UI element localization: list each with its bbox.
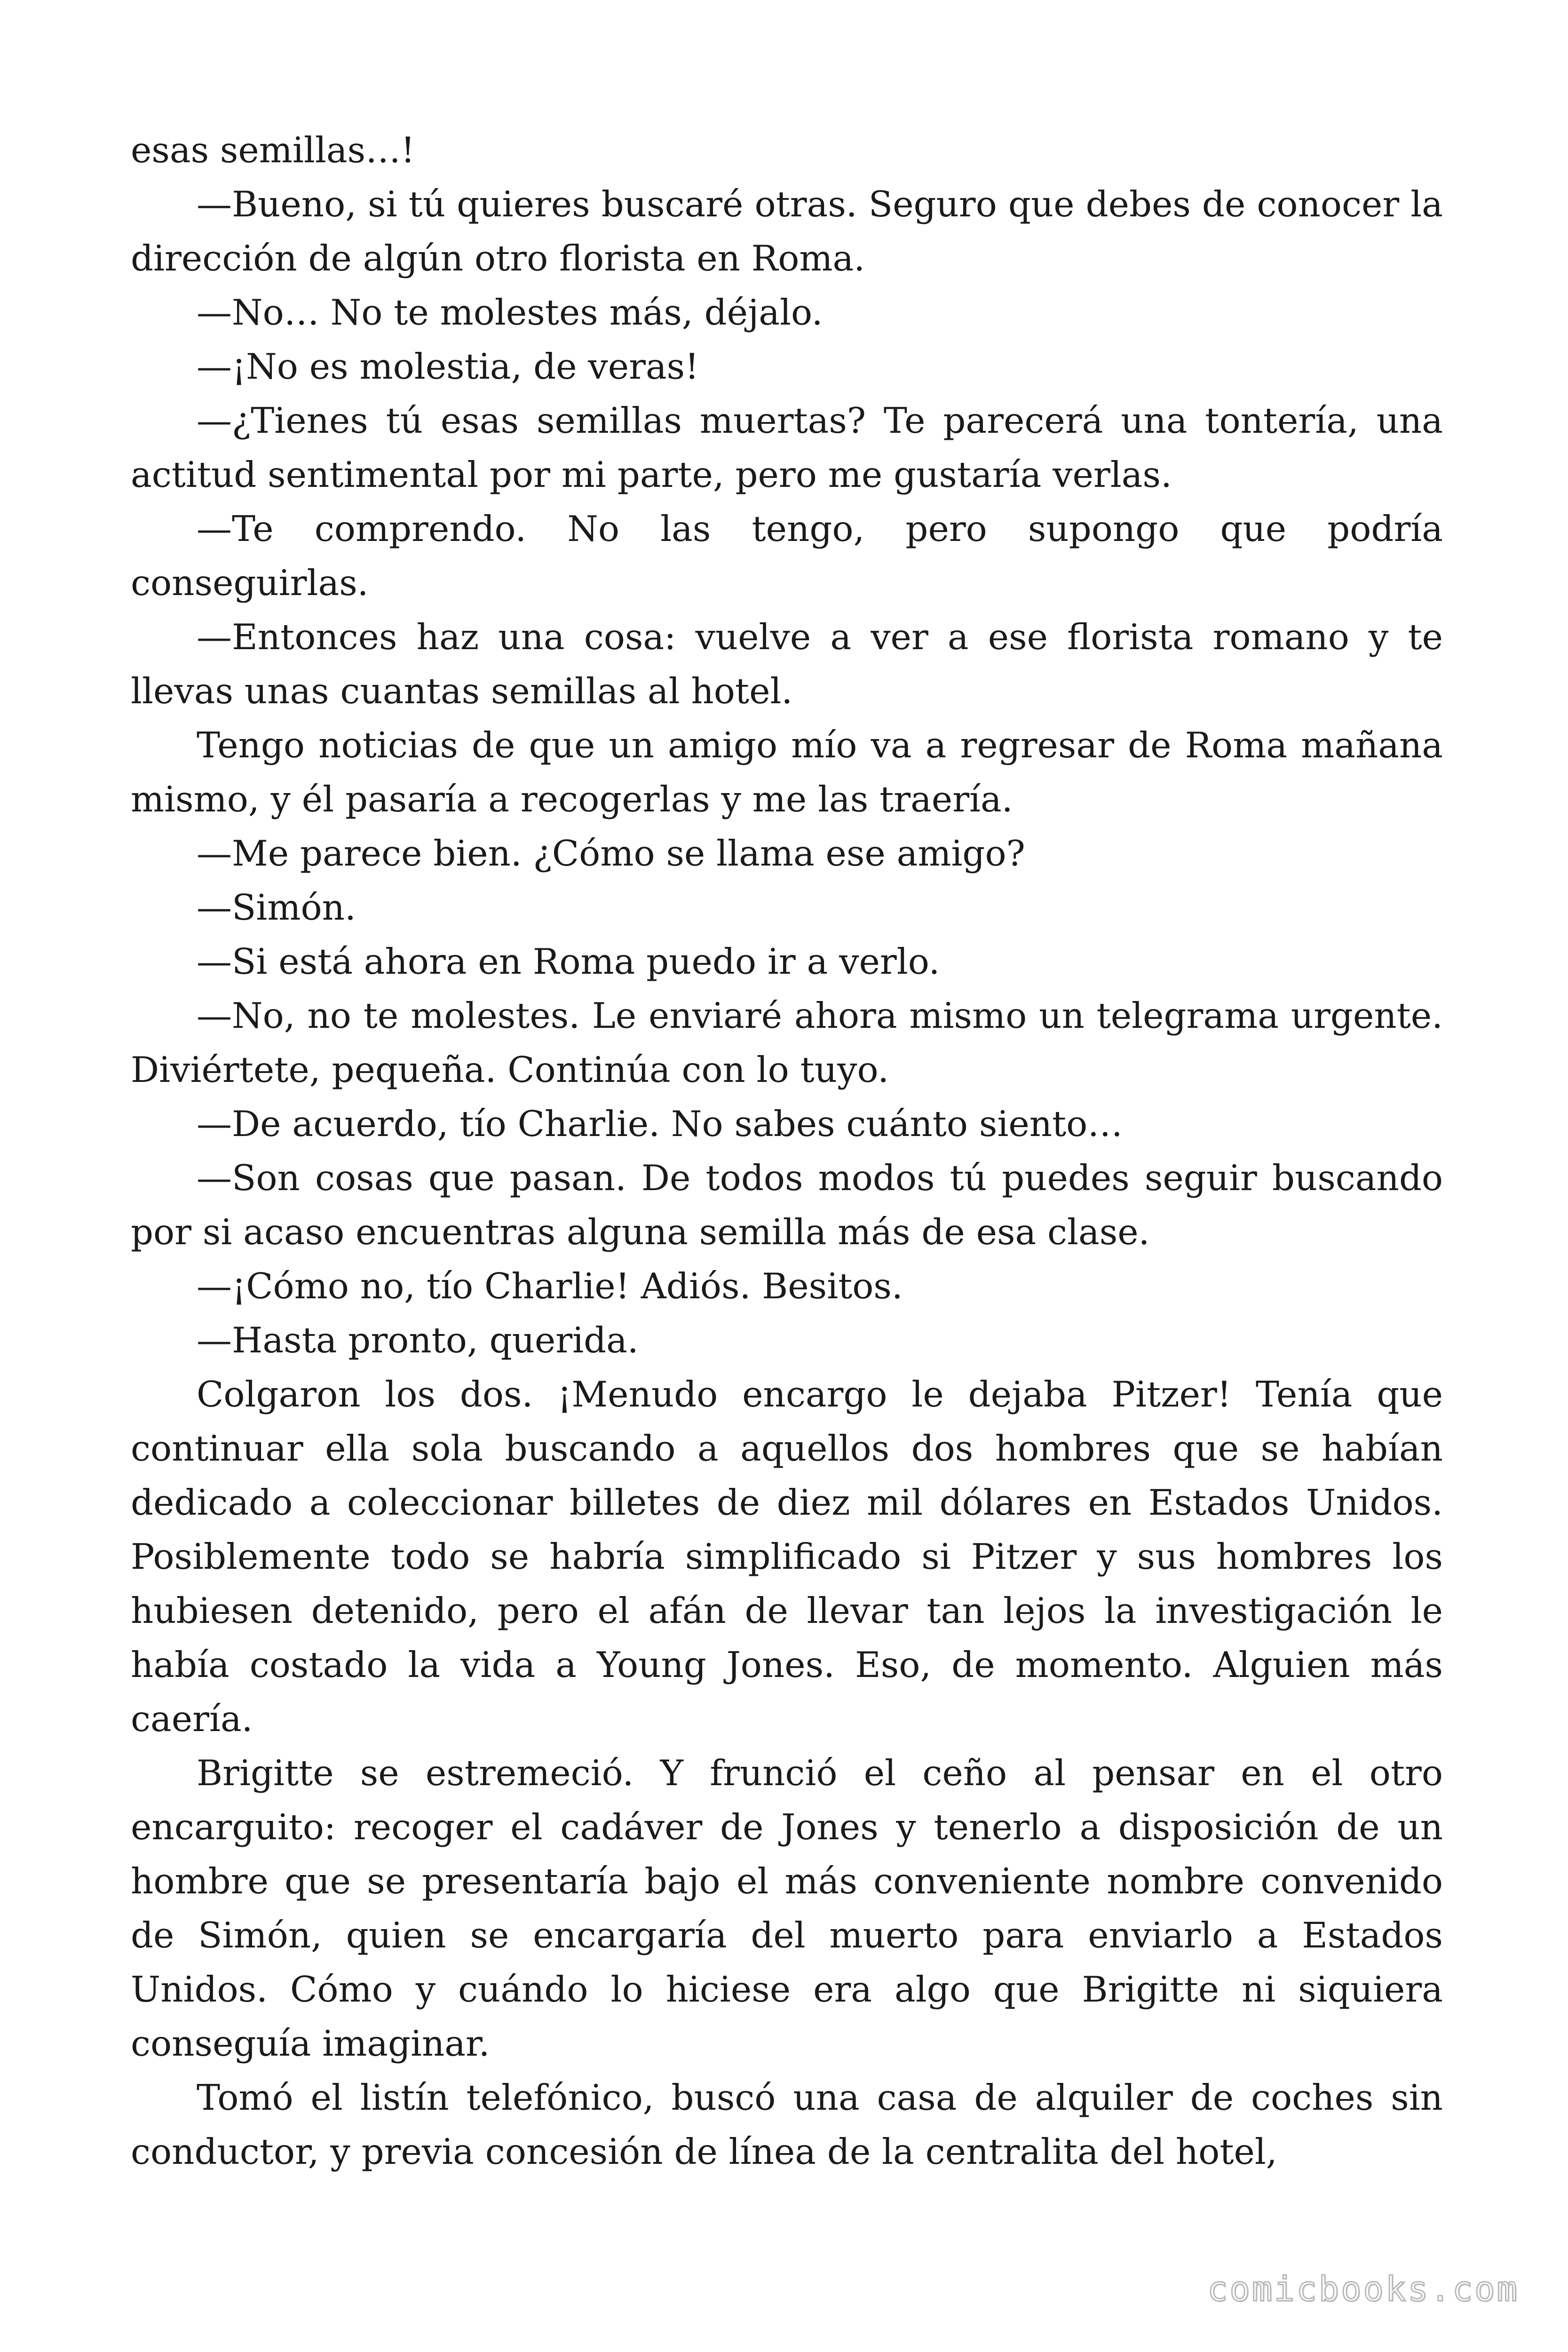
book-page-text (131, 123, 1443, 2179)
paragraph: —Bueno, si tú quieres buscaré otras. Seguro que debes de conocer la dirección de algún otro florista en Roma. (131, 183, 1443, 279)
paragraph: —De acuerdo, tío Charlie. No sabes cuánto siento… (197, 1103, 1123, 1144)
paragraph: Tomó el listín telefónico, buscó una casa de alquiler de coches sin conductor, y previa concesión de línea de la centralita del hotel, (131, 2077, 1443, 2172)
paragraph: —Hasta pronto, querida. (197, 1319, 639, 1361)
paragraph: —Si está ahora en Roma puedo ir a verlo. (197, 941, 940, 982)
paragraph: —¡No es molestia, de veras! (197, 346, 699, 387)
paragraph: —Son cosas que pasan. De todos modos tú puedes seguir buscando por si acaso encuentras alguna semilla más de esa clase. (131, 1157, 1443, 1253)
paragraph: —Te comprendo. No las tengo, pero supongo que podría conseguirlas. (131, 508, 1443, 604)
paragraph: —Simón. (197, 887, 356, 928)
paragraph: —¿Tienes tú esas semillas muertas? Te parecerá una tontería, una actitud sentimental por mi parte, pero me gustaría verlas. (131, 400, 1443, 495)
paragraph: —No… No te molestes más, déjalo. (197, 292, 823, 333)
paragraph: —¡Cómo no, tío Charlie! Adiós. Besitos. (197, 1265, 903, 1307)
paragraph: Brigitte se estremeció. Y frunció el ceño al pensar en el otro encarguito: recoger el cadáver de Jones y tenerlo a disposición de un hombre que se presentaría bajo el más conveniente nombre convenido de Simón, quien se encargaría del muerto para enviarlo a Estados Unidos. Cómo y cuándo lo hiciese era algo que Brigitte ni siquiera conseguía imaginar. (131, 1752, 1443, 2064)
paragraph: esas semillas…! (131, 129, 415, 171)
paragraph: Colgaron los dos. ¡Menudo encargo le dejaba Pitzer! Tenía que continuar ella sola buscando a aquellos dos hombres que se habían dedicado a coleccionar billetes de diez mil dólares en Estados Unidos. Posiblemente todo se habría simplificado si Pitzer y sus hombres los hubiesen detenido, pero el afán de llevar tan lejos la investigación le había costado la vida a Young Jones. Eso, de momento. Alguien más caería. (131, 1374, 1443, 1740)
paragraph: Tengo noticias de que un amigo mío va a regresar de Roma mañana mismo, y él pasaría a recogerlas y me las traería. (131, 724, 1443, 820)
paragraph: —Me parece bien. ¿Cómo se llama ese amigo? (197, 833, 1025, 874)
watermark-logo: comicbooks.com (1207, 2269, 1519, 2309)
paragraph: —Entonces haz una cosa: vuelve a ver a ese florista romano y te llevas unas cuantas semillas al hotel. (131, 616, 1443, 712)
paragraph: —No, no te molestes. Le enviaré ahora mismo un telegrama urgente. Diviértete, pequeña. Continúa con lo tuyo. (131, 995, 1443, 1090)
